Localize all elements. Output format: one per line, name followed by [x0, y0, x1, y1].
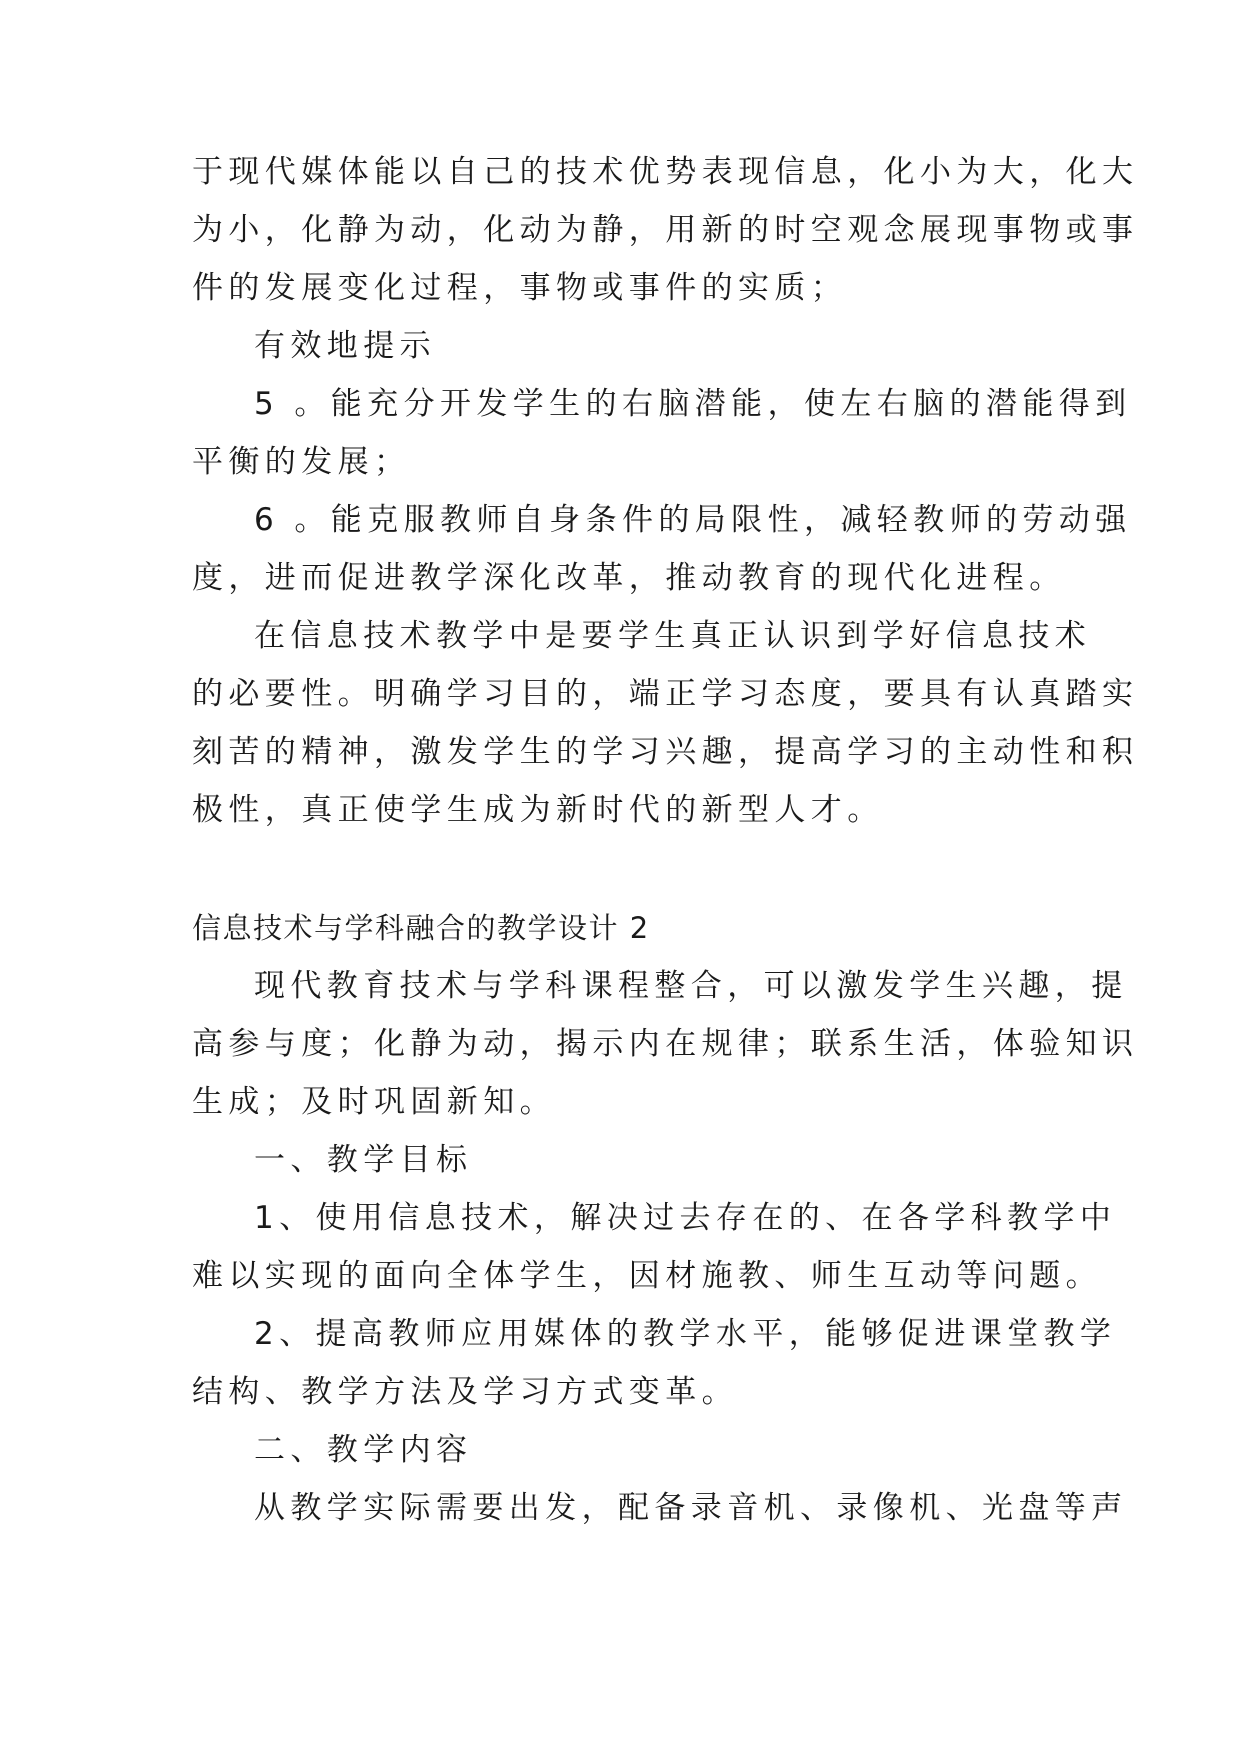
- text-line: 从教学实际需要出发，配备录音机、录像机、光盘等声: [254, 1490, 1128, 1526]
- text-line: 生成；及时巩固新知。: [192, 1084, 556, 1120]
- text-line: 有效地提示: [254, 328, 436, 364]
- text-line: 难以实现的面向全体学生，因材施教、师生互动等问题。: [192, 1258, 1102, 1294]
- text-line: 的必要性。明确学习目的，端正学习态度，要具有认真踏实: [192, 676, 1139, 712]
- text-line: 度，进而促进教学深化改革，推动教育的现代化进程。: [192, 560, 1066, 596]
- section-heading: 二、教学内容: [254, 1432, 473, 1468]
- text-line: 5 。能充分开发学生的右脑潜能，使左右脑的潜能得到: [254, 386, 1132, 422]
- text-line: 于现代媒体能以自己的技术优势表现信息，化小为大，化大: [192, 154, 1139, 190]
- section-heading: 一、教学目标: [254, 1142, 473, 1178]
- text-line: 结构、教学方法及学习方式变革。: [192, 1374, 738, 1410]
- text-line: 6 。能克服教师自身条件的局限性，减轻教师的劳动强: [254, 502, 1132, 538]
- text-line: 2、提高教师应用媒体的教学水平，能够促进课堂教学: [254, 1316, 1117, 1352]
- text-line: 极性，真正使学生成为新时代的新型人才。: [192, 792, 884, 828]
- text-line: 现代教育技术与学科课程整合，可以激发学生兴趣，提: [254, 968, 1128, 1004]
- section-title: 信息技术与学科融合的教学设计 2: [192, 911, 650, 945]
- text-line: 1、使用信息技术，解决过去存在的、在各学科教学中: [254, 1200, 1117, 1236]
- text-line: 件的发展变化过程，事物或事件的实质；: [192, 270, 848, 306]
- text-line: 在信息技术教学中是要学生真正认识到学好信息技术: [254, 618, 1092, 654]
- text-line: 为小，化静为动，化动为静，用新的时空观念展现事物或事: [192, 212, 1139, 248]
- text-line: 平衡的发展；: [192, 444, 411, 480]
- text-line: 高参与度；化静为动，揭示内在规律；联系生活，体验知识: [192, 1026, 1139, 1062]
- text-line: 刻苦的精神，激发学生的学习兴趣，提高学习的主动性和积: [192, 734, 1139, 770]
